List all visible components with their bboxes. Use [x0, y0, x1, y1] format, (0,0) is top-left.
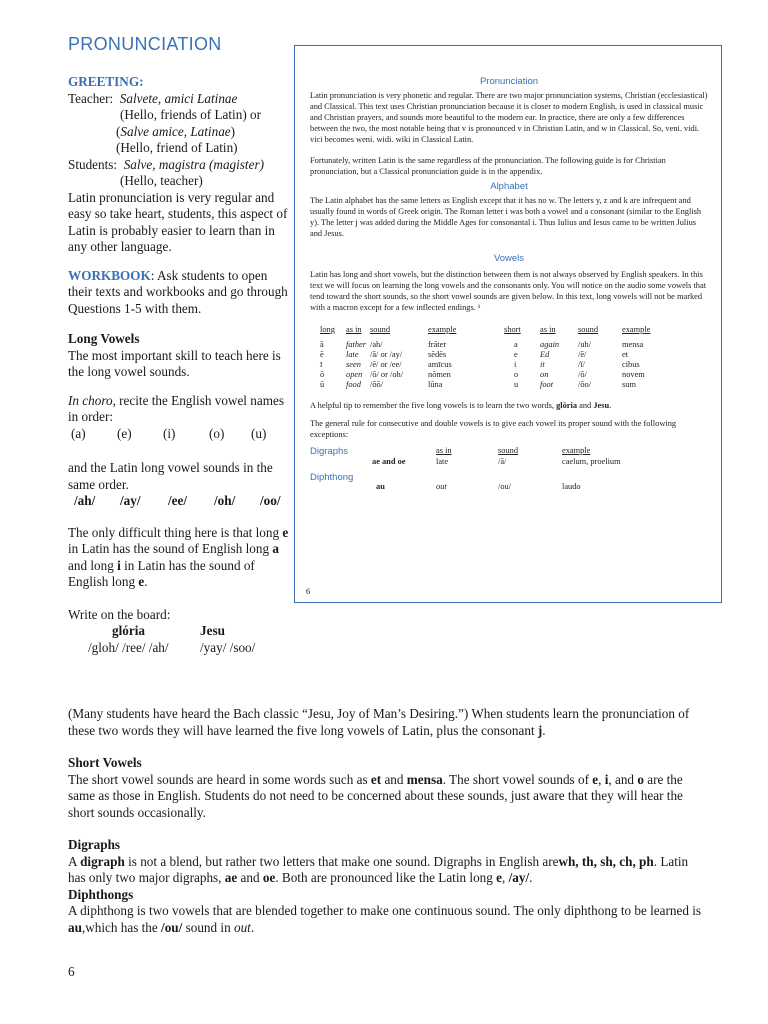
bach-note: (Many students have heard the Bach classic “Jesu, Joy of Man’s Desiring.”) When students learn the pronunciation of these two words they will have learned the five long vowels of Latin, plus the consonant j.: [68, 706, 690, 738]
inset-box: [294, 45, 722, 603]
vowel-table-cell: ī: [320, 360, 323, 369]
diphthong-row: Diphthong au out /ou/ laudo: [310, 472, 581, 491]
vowel-table-cell: novem: [622, 370, 645, 379]
vowel-table-row: [320, 340, 650, 350]
vowel-table-cell: again: [540, 340, 560, 349]
greeting-line: (Hello, friends of Latin) or: [120, 107, 261, 122]
greeting-heading: GREETING:: [68, 74, 144, 89]
board-sounds: /gloh/ /ree/ /ah/ /yay/ /soo/: [88, 639, 256, 655]
board-words: glória Jesu: [112, 623, 225, 638]
lower-text: [68, 706, 708, 936]
vowel-table-cell: /ē/ or /ee/: [370, 360, 402, 369]
vowel-table-cell: on: [540, 370, 549, 379]
page-number: 6: [68, 964, 75, 979]
choro-instruction: In choro, recite the English vowel names in order:: [68, 392, 284, 424]
vowel-table-cell: i: [514, 360, 517, 369]
vowel-table-cell: e: [514, 350, 518, 359]
vowel-table-cell: ū: [320, 380, 325, 389]
vowel-table-cell: cibus: [622, 360, 640, 369]
vowel-table-cell: father: [346, 340, 367, 349]
latin-vowels-intro: and the Latin long vowel sounds in the same order.: [68, 460, 273, 492]
difficult-note: The only difficult thing here is that long e in Latin has the sound of English long a and long i in Latin has the sound of English long e.: [68, 524, 289, 589]
short-vowels-heading: Short Vowels: [68, 755, 142, 770]
vowel-table-cell: /ah/: [370, 340, 383, 349]
vowel-table-cell: ō: [320, 370, 325, 379]
diphthongs-heading: Diphthongs: [68, 886, 134, 902]
digraphs-heading: Digraphs: [68, 837, 121, 852]
vowel-table-cell: /ĕ/: [578, 350, 587, 359]
digraph-row: ae and oe late /ā/ caelum, proelium: [372, 457, 621, 466]
inset-intro: Latin pronunciation is very phonetic and regular. There are two major pronunciation systems, Christian (ecclesiastical) and Classical. This text uses Christian pronunciation because it is closer to modern English, is used in classical music and Christian prayers, and sounds more beautiful to the modern ear. In practice, there are only a few differences between the two, the most notable being that v is pronounced v in Christian Latin, and w in Classical. So, veni. vidi. vici becomes weni. widi. wiki in Classical Latin.: [310, 91, 708, 144]
vowel-table-cell: ā: [320, 340, 324, 349]
vowel-table-cell: sēdēs: [428, 350, 447, 359]
vowel-table-cell: amīcus: [428, 360, 452, 369]
vowel-table-cell: et: [622, 350, 629, 359]
vowel-table-header: long as in sound example short as in sound example: [320, 325, 651, 334]
vowel-table-cell: nōmen: [428, 370, 451, 379]
vowel-table-cell: /ā/ or /ay/: [370, 350, 403, 359]
digraph-table: [310, 446, 621, 491]
inset-page-number: 6: [306, 587, 311, 596]
greeting-line: (Hello, teacher): [120, 173, 203, 188]
alphabet-text: The Latin alphabet has the same letters as English except that it has no w. The letters y, z and k are infrequent and usually found in words of Greek origin. The Roman letter i was both a vowel and a consonant (similar to the English y). The letter j was added during the Middle Ages for consonantal i. Thus Iulius and Iesus came to be written Julius and Jesus.: [310, 196, 702, 238]
vowels-heading: Vowels: [493, 253, 525, 264]
vowel-rule: The general rule for consecutive and double vowels is to give each vowel its proper sound with the following exceptions:: [310, 419, 677, 439]
vowel-table-row: [320, 350, 650, 360]
vowel-table-cell: lūna: [428, 380, 443, 389]
workbook-note: WORKBOOK: Ask students to open their texts and workbooks and go through Questions 1-5 with them.: [68, 267, 288, 316]
dg-header: as in: [436, 446, 452, 455]
vowel-table-cell: seen: [346, 360, 361, 369]
english-vowel-names: (a) (e) (i) (o) (u): [71, 425, 267, 441]
long-vowels-text: The most important skill to teach here is the long vowel sounds.: [68, 347, 281, 379]
diphthongs-text: A diphthong is two vowels that are blended together to make one continuous sound. The only diphthong to be learned is au,which has the /ou/ sound in out.: [68, 903, 702, 935]
vowel-table-cell: /ō/ or /oh/: [370, 370, 404, 379]
vowel-table-cell: sum: [622, 380, 636, 389]
vowel-table-cell: /ŏo/: [578, 380, 592, 389]
vowel-table-cell: a: [514, 340, 518, 349]
vowel-table-cell: /ōō/: [370, 380, 384, 389]
vowel-table-cell: Ed: [540, 350, 550, 359]
alphabet-heading: Alphabet: [490, 181, 528, 192]
vowel-table: [320, 325, 650, 390]
vowel-table-cell: food: [346, 380, 361, 389]
page-title: PRONUNCIATION: [68, 34, 222, 54]
vowel-table-cell: frāter: [428, 340, 447, 349]
left-column: [68, 74, 290, 656]
long-vowels-heading: Long Vowels: [68, 331, 140, 346]
board-label: Write on the board:: [68, 606, 171, 622]
vowel-table-cell: late: [346, 350, 359, 359]
vowel-table-cell: u: [514, 380, 519, 389]
vowel-table-cell: ē: [320, 350, 324, 359]
vowel-table-row: [320, 370, 650, 380]
vowel-tip: A helpful tip to remember the five long vowels is to learn the two words, glōria and Jesu.: [310, 401, 612, 410]
digraphs-text: A digraph is not a blend, but rather two letters that make one sound. Digraphs in English arewh, th, sh, ch, ph. Latin has only two major digraphs, ae and oe. Both are pronounced like the Latin long e, /ay/.: [68, 853, 689, 885]
short-vowels-text: The short vowel sounds are heard in some words such as et and mensa. The short vowel sounds of e, i, and o are the same as those in English. Students do not need to be concerned about these sounds, just aware that they will hear the short sounds occasionally.: [68, 771, 683, 820]
digraphs-label: Digraphs: [310, 446, 349, 457]
greeting-line: Students: Salve, magistra (magister): [68, 156, 264, 172]
vowel-table-cell: mensa: [622, 340, 644, 349]
vowels-text: Latin has long and short vowels, but the distinction between them is not always observed by English speakers. In this text we will focus on learning the long vowels and the consonants only. You will notice on the audio some vowels that tend toward the short sounds, so the short vowel sounds are given below. In this text, long vowels will not be marked with a macron except for a few inflected endings. ¹: [310, 270, 707, 312]
vowel-table-cell: /ŏ/: [578, 370, 587, 379]
dg-header: sound: [498, 446, 519, 455]
vowel-table-cell: open: [346, 370, 363, 379]
latin-vowel-sounds: /ah/ /ay/ /ee/ /oh/ /oo/: [74, 493, 281, 508]
vowel-table-cell: /uh/: [578, 340, 592, 349]
greeting-note: Latin pronunciation is very regular and easy so take heart, students, this aspect of Latin is probably easier to learn than in any other language.: [68, 189, 288, 254]
vowel-table-row: [320, 380, 650, 390]
greeting-line: (Salve amice, Latinae): [116, 123, 236, 139]
vowel-table-cell: foot: [540, 380, 554, 389]
greeting-line: (Hello, friend of Latin): [116, 140, 238, 155]
greeting-line: Teacher: Salvete, amici Latinae: [68, 90, 238, 106]
vowel-table-cell: it: [540, 360, 545, 369]
diphthong-label: Diphthong: [310, 472, 354, 483]
dg-header: example: [562, 446, 591, 455]
inset-note: Fortunately, written Latin is the same regardless of the pronunciation. The following guide is for Christian pronunciation, but a Classical pronunciation guide is in the appendix.: [310, 156, 666, 176]
vowel-table-cell: /ĭ/: [578, 360, 585, 369]
inset-heading: Pronunciation: [479, 76, 539, 87]
vowel-table-cell: o: [514, 370, 519, 379]
vowel-table-row: [320, 360, 650, 370]
